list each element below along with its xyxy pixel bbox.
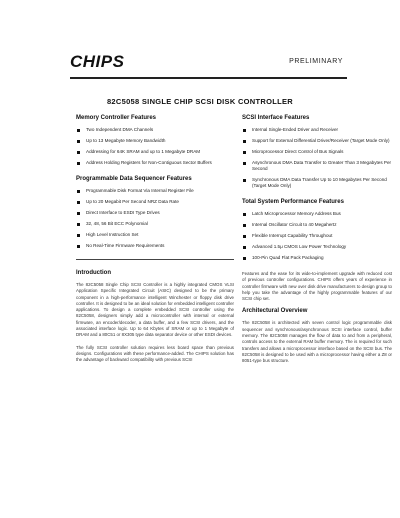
list-item: Flexible Interrupt Capability Throughout — [242, 233, 392, 239]
left-column — [76, 115, 234, 370]
bullet-icon — [243, 246, 246, 249]
list-item: Internal Single-Ended Driver and Receiver — [242, 127, 392, 133]
list-item: Up to 13 Megabyte Memory Bandwidth — [76, 138, 234, 144]
list-item: Microprocessor Direct Control of Bus Signals — [242, 149, 392, 155]
bullet-icon — [243, 235, 246, 238]
introduction-heading: Introduction — [76, 270, 111, 276]
list-item: Direct Interface to ESDI Type Drives — [76, 210, 234, 216]
introduction-paragraph-1: The 82C5058 Single Chip SCSI Controller is a highly integrated CMOS VLSI Application Specific Integrated Circuit (ASIC) designed to be the primary component in a high-performance intelligent Winchester or floppy disk drive controller. It is designed to be an ideal solution for embedded intelligent controller applications. To design a complete embedded SCSI controller using the 82C5058, designers simply add a microcontroller with internal or external firmware, an encoder/decoder, a data buffer, and a few SCSI drivers, and the associated interface logic. Up to 64 Kbytes of SRAM or up to 1 Megabyte of DRAM and a 80C51 or 8X305 type data separator device or other ESDI devices. — [76, 282, 234, 338]
memory-features-heading: Memory Controller Features — [76, 115, 157, 121]
list-item: Two Independent DMA Channels — [76, 127, 234, 133]
bullet-icon — [77, 162, 80, 165]
list-item: Internal Oscillator Circuit to 40 Megahertz — [242, 222, 392, 228]
bullet-icon — [77, 129, 80, 132]
preliminary-label: PRELIMINARY — [289, 58, 343, 65]
bullet-icon — [243, 213, 246, 216]
chips-logo: CHIPS — [70, 52, 125, 71]
list-item: 32, 48, 56 Bit ECC Polynomial — [76, 221, 234, 227]
scsi-features-heading: SCSI Interface Features — [242, 115, 310, 121]
bullet-icon — [243, 140, 246, 143]
architecture-paragraph: The 82C5058 is architected with seven control logic programmable disk sequencer and synchronous/asynchronous SCSI interface control, buffer memory. The 82C5058 manages the flow of data to and from a peripheral, controls access to the external RAM buffer memory. The is required for such transfers and allows a microprocessor interface based on the SCSI bus. The 82C5058 is designed to be used with a microprocessor having either a Z8 or 8051-type bus structure. — [242, 320, 392, 364]
list-item: No Real-Time Firmware Requirements — [76, 243, 234, 249]
sequencer-features-list — [76, 188, 234, 249]
bullet-icon — [77, 201, 80, 204]
bullet-icon — [77, 151, 80, 154]
bullet-icon — [77, 245, 80, 248]
bullet-icon — [243, 129, 246, 132]
bullet-icon — [243, 162, 246, 165]
bullet-icon — [77, 212, 80, 215]
bullet-icon — [243, 179, 246, 182]
list-item: Asynchronous DMA Data Transfer to Greater Than 3 Megabytes Per Second — [242, 160, 392, 172]
bullet-icon — [243, 257, 246, 260]
bullet-icon — [77, 223, 80, 226]
list-item: Up to 20 Megabit Per Second NRZ Data Rate — [76, 199, 234, 205]
document-title: 82C5058 SINGLE CHIP SCSI DISK CONTROLLER — [106, 97, 294, 106]
list-item: Programmable Disk Format Via Internal Register File — [76, 188, 234, 194]
introduction-paragraph-2: The fully SCSI controller solution requires less board space than previous designs. Configurations with these performance-added. The CHIPS solution has the advantage of backward compatibility with previous SCSI — [76, 344, 234, 363]
header-rule — [70, 77, 347, 79]
list-item: Address Holding Registers for Non-Contiguous Sector Buffers — [76, 160, 234, 166]
bullet-icon — [243, 224, 246, 227]
bullet-icon — [77, 140, 80, 143]
memory-features-list — [76, 127, 234, 166]
list-item: High Level Instruction Set — [76, 232, 234, 238]
list-item: 100-Pin Quad Flat Pack Packaging — [242, 255, 392, 261]
list-item: Synchronous DMA Data Transfer Up to 10 Megabytes Per Second (Target Mode Only) — [242, 177, 392, 189]
system-features-list — [242, 211, 392, 261]
system-features-heading: Total System Performance Features — [242, 199, 344, 205]
continuation-paragraph: Features and the ease for its wide-to-implement upgrade with reduced cost of previous controller configurations. CHIPS offers years of experience in controller firmware with new over disk drive manufacturers to design group to help you take the advantage of the highly programmable features of our SCSI chip set. — [242, 271, 392, 302]
list-item: Support for External Differential Driver/Receiver (Target Mode Only) — [242, 138, 392, 144]
section-divider — [76, 259, 234, 260]
list-item: Addressing for 64K SRAM and up to 1 Megabyte DRAM — [76, 149, 234, 155]
sequencer-features-heading: Programmable Data Sequencer Features — [76, 176, 192, 182]
right-column — [242, 115, 392, 371]
bullet-icon — [77, 190, 80, 193]
bullet-icon — [243, 151, 246, 154]
list-item: Advanced 1.5μ CMOS Low Power Technology — [242, 244, 392, 250]
bullet-icon — [77, 234, 80, 237]
list-item: Latch Microprocessor Memory Address Bus — [242, 211, 392, 217]
scsi-features-list — [242, 127, 392, 189]
architecture-heading: Architectural Overview — [242, 308, 308, 315]
